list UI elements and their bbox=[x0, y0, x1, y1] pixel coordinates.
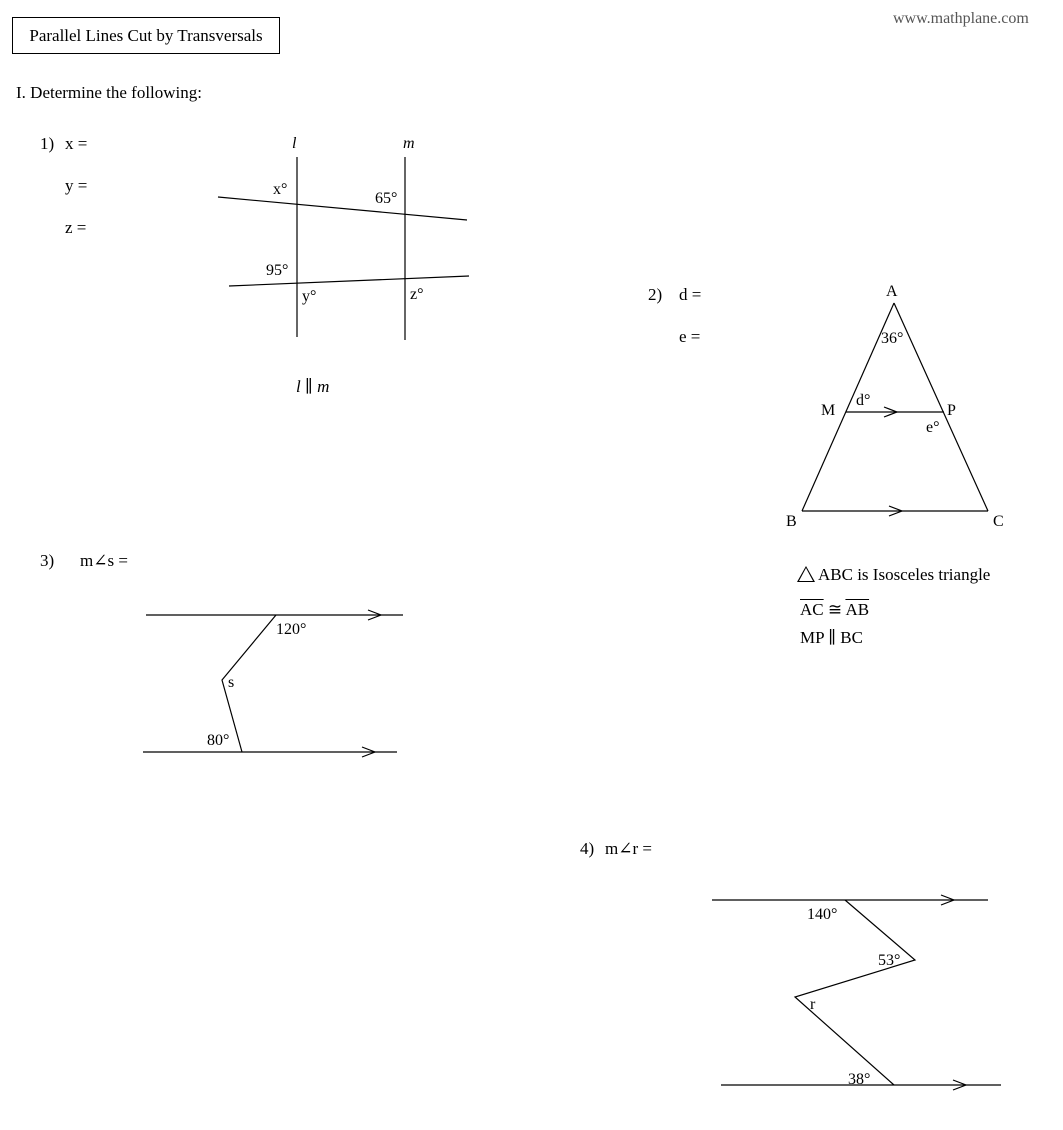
problem1-answer-x: x = bbox=[65, 134, 88, 153]
segment-AC-label: $\overline{AC}$ bbox=[800, 600, 824, 619]
problem4-number: 4) bbox=[580, 839, 595, 858]
angle-36-label: 36° bbox=[881, 330, 904, 347]
website-label: www.mathplane.com bbox=[893, 10, 1029, 27]
problem2-answer-e: e = bbox=[679, 327, 701, 346]
segment-AB-label: $\overline{AB}$ bbox=[845, 600, 870, 619]
problem1-answer-y: y = bbox=[65, 176, 88, 195]
given-line-m: m bbox=[317, 377, 330, 396]
angle-140-label: 140° bbox=[807, 906, 838, 923]
problem3-number: 3) bbox=[40, 551, 55, 570]
vertex-A-label: A bbox=[886, 283, 898, 300]
angle-z-label: z° bbox=[410, 286, 424, 303]
problem2-answer-d: d = bbox=[679, 285, 702, 304]
problem4-prompt: m∠r = bbox=[605, 839, 652, 858]
parallel-symbol: ∥ bbox=[300, 377, 318, 396]
angle-80-label: 80° bbox=[207, 732, 230, 749]
worksheet-title: Parallel Lines Cut by Transversals bbox=[12, 17, 280, 54]
angle-95-label: 95° bbox=[266, 262, 289, 279]
problem1-answer-z: z = bbox=[65, 218, 87, 237]
angle-53-label: 53° bbox=[878, 952, 901, 969]
zigzag-transversal bbox=[795, 900, 915, 1085]
given-line-l: l bbox=[296, 377, 301, 396]
label-line-m: m bbox=[403, 135, 415, 152]
given-parallel: MP ∥ BC bbox=[800, 628, 863, 647]
angle-e-label: e° bbox=[926, 419, 940, 436]
angle-y-label: y° bbox=[302, 288, 317, 305]
angle-s-label: s bbox=[228, 674, 235, 691]
problem1-number: 1) bbox=[40, 134, 55, 153]
problem2-number: 2) bbox=[648, 285, 663, 304]
vertex-M-label: M bbox=[821, 402, 836, 419]
section-heading: I. Determine the following: bbox=[16, 83, 203, 102]
angle-x-label: x° bbox=[273, 181, 288, 198]
angle-65-label: 65° bbox=[375, 190, 398, 207]
vertex-B-label: B bbox=[786, 513, 797, 530]
angle-d-label: d° bbox=[856, 392, 871, 409]
vertex-P-label: P bbox=[947, 402, 956, 419]
congruent-symbol: ≅ bbox=[823, 600, 846, 619]
angle-120-label: 120° bbox=[276, 621, 307, 638]
problem3-prompt: m∠s = bbox=[80, 551, 128, 570]
vertex-C-label: C bbox=[993, 513, 1004, 530]
given-isosceles-text: ABC is Isosceles triangle bbox=[818, 565, 991, 584]
label-line-l: l bbox=[292, 135, 297, 152]
angle-r-label: r bbox=[810, 996, 816, 1013]
angle-38-label: 38° bbox=[848, 1071, 871, 1088]
